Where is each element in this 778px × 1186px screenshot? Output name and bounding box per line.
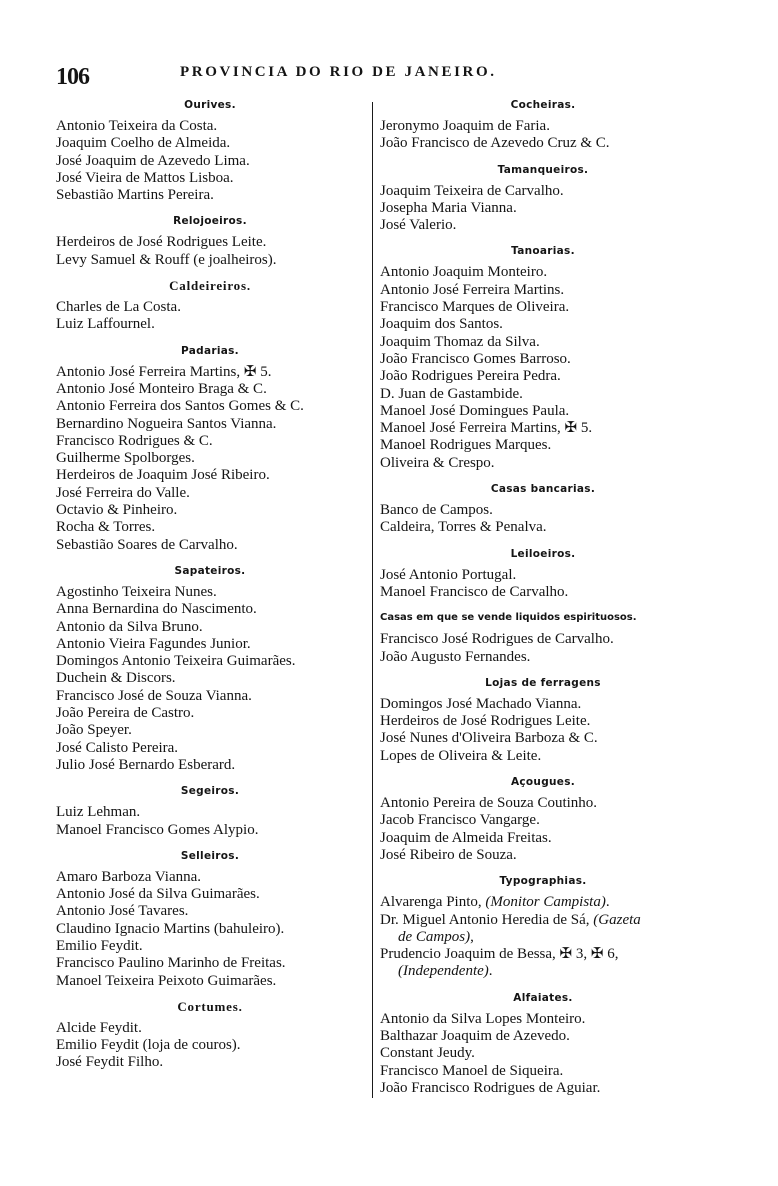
list-item: Constant Jeudy. (380, 1045, 475, 1062)
section-title: Padarias. (181, 344, 239, 357)
entry-italic: (Independente) (398, 963, 489, 980)
list-item: José Nunes d'Oliveira Barboza & C. (380, 730, 598, 747)
list-item: Joaquim Teixeira de Carvalho. (380, 182, 564, 199)
list-item: Manoel José Domingues Paula. (380, 402, 570, 419)
list-item: Francisco José de Souza Vianna. (56, 687, 252, 704)
list-item: Alcide Feydit. (56, 1019, 142, 1036)
section-title: Ourives. (184, 99, 236, 111)
list-item: Rocha & Torres. (56, 519, 156, 536)
section-casas-bancarias (380, 480, 706, 537)
entry-continuation (380, 929, 706, 946)
section-title: Caldeireiros. (169, 278, 251, 294)
list-item: João Augusto Fernandes. (380, 648, 531, 665)
section-title: Alfaiates. (513, 991, 573, 1004)
section-title: Lojas de ferragens (485, 676, 601, 689)
left-column (56, 96, 364, 1072)
section-relojoeiros (56, 212, 364, 269)
entry-end: , (470, 928, 474, 945)
list-item: José Ribeiro de Souza. (380, 846, 517, 863)
section-title: Casas bancarias. (490, 483, 596, 496)
section-title: Cocheiras. (510, 99, 576, 111)
list-item: Bernardino Nogueira Santos Vianna. (56, 415, 277, 432)
list-item: Josepha Maria Vianna. (380, 199, 517, 216)
list-item: Domingos José Machado Vianna. (380, 695, 582, 712)
list-item: Emilio Feydit (loja de couros). (56, 1037, 241, 1054)
section-tamanqueiros (380, 161, 706, 235)
list-item: Levy Samuel & Rouff (e joalheiros). (56, 251, 277, 268)
list-item: Herdeiros de José Rodrigues Leite. (380, 713, 591, 730)
section-cortumes (56, 998, 364, 1072)
list-item (380, 946, 706, 981)
list-item (380, 894, 706, 911)
section-selleiros (56, 847, 364, 990)
section-cocheiras (380, 96, 706, 153)
list-item: D. Juan de Gastambide. (380, 385, 523, 402)
list-item: Antonio José Monteiro Braga & C. (56, 380, 267, 397)
entry-end: . (605, 894, 610, 911)
list-item: Banco de Campos. (380, 502, 493, 519)
list-item: José Ferreira do Valle. (56, 484, 190, 501)
section-tanoarias (380, 242, 706, 472)
list-item: Manoel Francisco de Carvalho. (380, 583, 569, 600)
list-item: Luiz Laffournel. (56, 316, 155, 333)
section-title: Relojoeiros. (173, 215, 247, 228)
list-item: Manoel José Ferreira Martins, ✠ 5. (380, 420, 593, 437)
section-title: Sapateiros. (174, 564, 246, 577)
section-caldeireiros (56, 277, 364, 334)
list-item: Manoel Francisco Gomes Alypio. (56, 821, 259, 838)
section-title: Selleiros. (180, 849, 240, 862)
list-item: Sebastião Soares de Carvalho. (56, 536, 238, 553)
section-title: Açougues. (510, 776, 576, 789)
list-item: Guilherme Spolborges. (56, 450, 195, 467)
list-item: Lopes de Oliveira & Leite. (380, 747, 542, 764)
page-number: 106 (56, 64, 89, 90)
list-item: João Francisco Gomes Barroso. (380, 350, 571, 367)
page-title: PROVINCIA DO RIO DE JANEIRO. (180, 64, 497, 80)
list-item: Anna Bernardina do Nascimento. (56, 601, 257, 618)
list-item: Charles de La Costa. (56, 299, 181, 316)
list-item: Balthazar Joaquim de Azevedo. (380, 1027, 570, 1044)
list-item: Francisco Rodrigues & C. (56, 432, 213, 449)
section-title: Segeiros. (180, 785, 240, 798)
list-item: José Antonio Portugal. (380, 566, 517, 583)
list-item: Amaro Barboza Vianna. (56, 868, 202, 885)
list-item: José Calisto Pereira. (56, 739, 179, 756)
list-item: Antonio Teixeira da Costa. (56, 118, 218, 134)
section-acougues (380, 773, 706, 864)
entry-text: Prudencio Joaquim de Bessa, ✠ 3, ✠ 6, (380, 946, 619, 963)
list-item: Domingos Antonio Teixeira Guimarães. (56, 653, 296, 670)
entry-italic: de Campos) (398, 928, 471, 945)
list-item: João Pereira de Castro. (56, 705, 195, 722)
list-item: Claudino Ignacio Martins (bahuleiro). (56, 920, 285, 937)
section-ourives (56, 96, 364, 204)
list-item: Antonio Pereira de Souza Coutinho. (380, 795, 598, 812)
list-item: Francisco Marques de Oliveira. (380, 299, 570, 316)
section-leiloeiros (380, 545, 706, 602)
list-item: João Speyer. (56, 722, 132, 739)
list-item: Joaquim Thomaz da Silva. (380, 333, 540, 350)
list-item: Octavio & Pinheiro. (56, 502, 178, 519)
list-item: Antonio da Silva Bruno. (56, 618, 203, 635)
section-title: Leiloeiros. (510, 547, 576, 560)
list-item: Antonio José Ferreira Martins, ✠ 5. (56, 363, 272, 380)
list-item: João Francisco de Azevedo Cruz & C. (380, 135, 610, 152)
list-item: Jeronymo Joaquim de Faria. (380, 118, 550, 134)
entry-italic: (Gazeta (593, 911, 641, 928)
list-item: Caldeira, Torres & Penalva. (380, 519, 547, 536)
list-item: Julio José Bernardo Esberard. (56, 756, 236, 773)
section-title: Cortumes. (177, 998, 243, 1014)
list-item: Sebastião Martins Pereira. (56, 187, 214, 204)
section-alfaiates (380, 989, 706, 1097)
list-item: Francisco José Rodrigues de Carvalho. (380, 631, 614, 648)
list-item: Antonio José Ferreira Martins. (380, 281, 565, 298)
entry-text: Alvarenga Pinto, (380, 894, 486, 911)
list-item: José Vieira de Mattos Lisboa. (56, 169, 234, 186)
section-segeiros (56, 782, 364, 839)
section-lojas-de-ferragens (380, 674, 706, 765)
entry-text: Dr. Miguel Antonio Heredia de Sá, (380, 911, 594, 928)
section-liquidos-espirituosos (380, 609, 706, 666)
list-item: Antonio José da Silva Guimarães. (56, 886, 260, 903)
list-item: Antonio Ferreira dos Santos Gomes & C. (56, 398, 304, 415)
list-item: Joaquim dos Santos. (380, 316, 503, 333)
list-item: Francisco Manoel de Siqueira. (380, 1062, 564, 1079)
list-item: Oliveira & Crespo. (380, 454, 495, 471)
list-item: Duchein & Discors. (56, 670, 176, 687)
list-item: João Rodrigues Pereira Pedra. (380, 368, 561, 385)
list-item: Antonio da Silva Lopes Monteiro. (380, 1010, 586, 1027)
list-item: Manoel Rodrigues Marques. (380, 437, 552, 454)
list-item: Joaquim de Almeida Freitas. (380, 829, 552, 846)
entry-end: . (488, 963, 493, 980)
section-title: Tamanqueiros. (497, 163, 589, 176)
section-title: Casas em que se vende liquidos espirituosos. (380, 612, 637, 624)
section-padarias (56, 342, 364, 554)
list-item: Luiz Lehman. (56, 804, 141, 821)
section-title: Tanoarias. (511, 245, 575, 258)
list-item: Herdeiros de Joaquim José Ribeiro. (56, 467, 270, 484)
list-item: Francisco Paulino Marinho de Freitas. (56, 955, 286, 972)
entry-continuation (380, 963, 706, 980)
section-typographias (380, 872, 706, 980)
list-item: João Francisco Rodrigues de Aguiar. (380, 1079, 601, 1096)
column-divider (372, 102, 373, 1098)
list-item: José Feydit Filho. (56, 1054, 164, 1071)
list-item: Joaquim Coelho de Almeida. (56, 135, 231, 152)
section-title: Typographias. (499, 875, 587, 888)
list-item: Agostinho Teixeira Nunes. (56, 583, 217, 600)
list-item: Manoel Teixeira Peixoto Guimarães. (56, 972, 277, 989)
list-item: José Joaquim de Azevedo Lima. (56, 152, 250, 169)
list-item: Antonio José Tavares. (56, 903, 189, 920)
entry-italic: (Monitor Campista) (485, 894, 606, 911)
list-item (380, 912, 706, 947)
list-item: Antonio Joaquim Monteiro. (380, 264, 548, 281)
list-item: Antonio Vieira Fagundes Junior. (56, 635, 251, 652)
list-item: José Valerio. (380, 217, 457, 234)
list-item: Emilio Feydit. (56, 937, 143, 954)
list-item: Herdeiros de José Rodrigues Leite. (56, 234, 267, 251)
section-sapateiros (56, 562, 364, 774)
right-column (380, 96, 706, 1097)
list-item: Jacob Francisco Vangarge. (380, 812, 540, 829)
